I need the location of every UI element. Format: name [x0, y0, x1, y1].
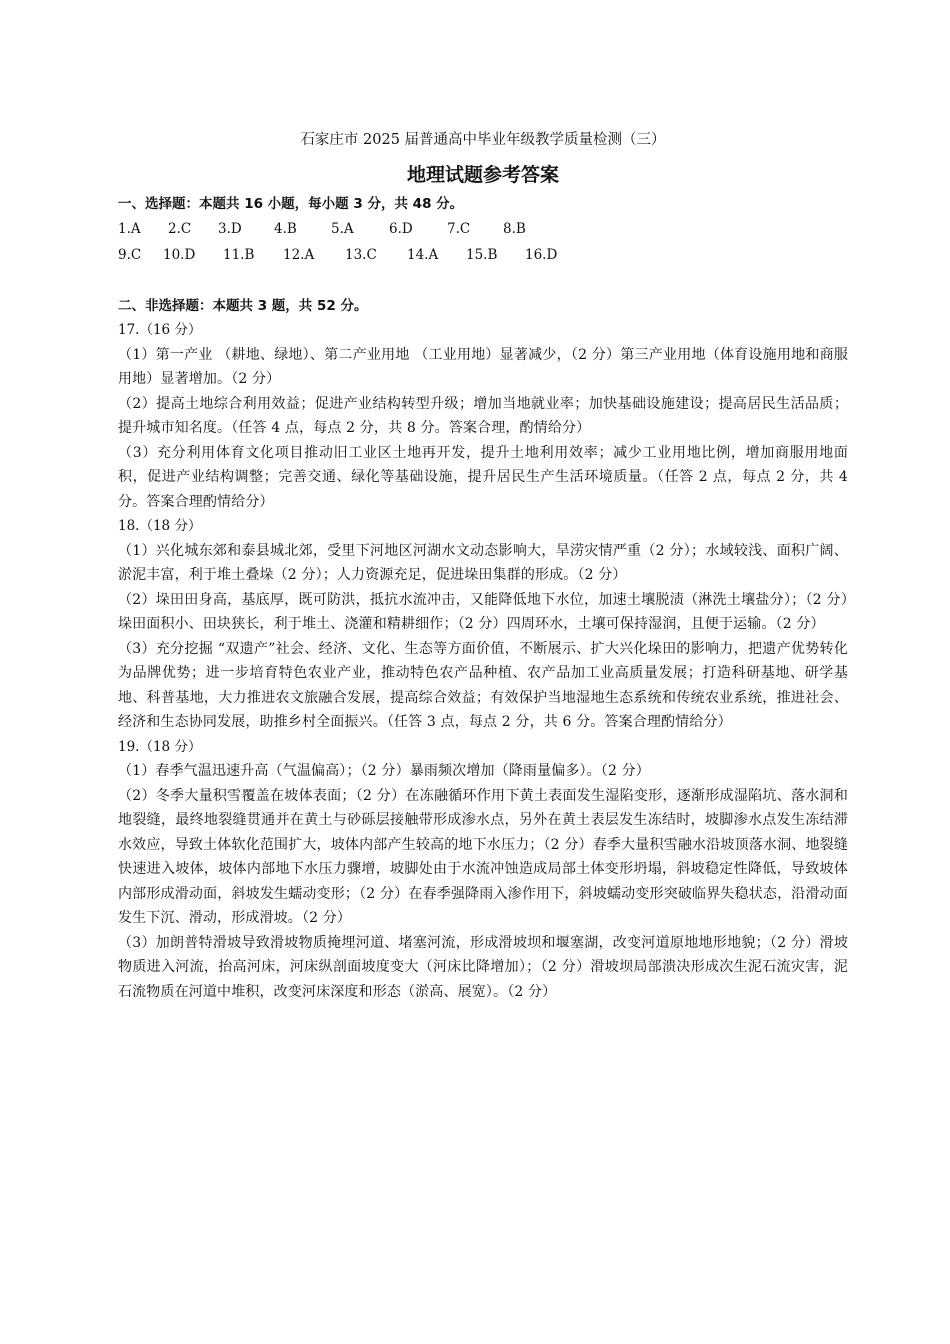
section-1-heading: 一、选择题：本题共 16 小题，每小题 3 分，共 48 分。 — [118, 196, 464, 212]
answer-item: 8.B — [503, 221, 526, 237]
answer-sheet — [118, 126, 848, 1004]
q19-answer-1: （1）春季气温迅速升高（气温偏高）；（2 分）暴雨频次增加（降雨量偏多）。（2 分） — [118, 763, 650, 779]
question-18-heading: 18.（18 分） — [118, 518, 202, 534]
answer-item: 1.A — [118, 221, 141, 237]
question-19-heading: 19.（18 分） — [118, 738, 202, 755]
answer-item: 16.D — [525, 247, 558, 263]
answer-item: 12.A — [283, 247, 315, 263]
answer-row-2 — [118, 242, 848, 268]
answer-item: 13.C — [345, 247, 377, 263]
q18-answer-1: （1）兴化城东郊和泰县城北郊，受里下河地区河湖水文动态影响大，旱涝灾情严重（2 分）；水域较浅、面积广阔、淤泥丰富，利于堆土叠垛（2 分）；人力资源充足，促进垛田集群的形成。（2 分） — [118, 542, 848, 583]
answer-item: 6.D — [389, 221, 413, 237]
answer-item: 2.C — [168, 221, 192, 237]
q18-answer-2: （2）垛田田身高，基底厚，既可防洪，抵抗水流冲击，又能降低地下水位，加速土壤脱渍（淋洗土壤盐分）；（2 分）垛田面积小、田块狭长，利于堆土、浇灌和精耕细作；（2 分）四周环水，土壤可保持湿润，且便于运输。（2 分） — [118, 591, 848, 632]
q17-answer-1: （1）第一产业 （耕地、绿地）、第二产业用地 （工业用地）显著减少，（2 分）第三产业用地（体育设施用地和商服用地）显著增加。（2 分） — [118, 346, 848, 387]
answer-item: 15.B — [466, 247, 498, 263]
answer-item: 4.B — [274, 221, 297, 237]
section-2-heading: 二、非选择题：本题共 3 题，共 52 分。 — [118, 298, 368, 314]
answer-item: 7.C — [447, 221, 471, 237]
answer-item: 9.C — [118, 247, 142, 263]
answer-item: 10.D — [163, 247, 196, 263]
answer-item: 3.D — [218, 221, 242, 237]
q17-answer-3: （3）充分利用体育文化项目推动旧工业区土地再开发，提升土地利用效率；减少工业用地比例，增加商服用地面积，促进产业结构调整；完善交通、绿化等基础设施，提升居民生产生活环境质量。（任答 2 点，每点 2 分，共 4 分。答案合理酌情给分） — [118, 444, 848, 510]
answer-row-1 — [118, 216, 848, 242]
q19-answer-2: （2）冬季大量积雪覆盖在坡体表面；（2 分）在冻融循环作用下黄土表面发生湿陷变形，逐渐形成湿陷坑、落水洞和地裂缝，最终地裂缝贯通并在黄土与砂砾层接触带形成渗水点，另外在黄土表层发生冻结时，坡脚渗水点发生冻结滞水效应，导致土体软化范围扩大，坡体内部产生较高的地下水压力；（2 分）春季大量积雪融水沿坡顶落水洞、地裂缝快速进入坡体，坡体内部地下水压力骤增，坡脚处由于水流冲蚀造成局部土体变形坍塌，斜坡稳定性降低，导致坡体内部形成滑动面，斜坡发生蠕动变形；（2 分）在春季强降雨入渗作用下，斜坡蠕动变形突破临界失稳状态，沿滑动面发生下沉、滑动，形成滑坡。（2 分） — [118, 787, 848, 926]
q17-answer-2: （2）提高土地综合利用效益；促进产业结构转型升级；增加当地就业率；加快基础设施建设；提高居民生活品质；提升城市知名度。（任答 4 点，每点 2 分，共 8 分。答案合理，酌情给分） — [118, 395, 848, 436]
q19-answer-3: （3）加朗普特滑坡导致滑坡物质掩埋河道、堵塞河流，形成滑坡坝和堰塞湖，改变河道原地地形地貌；（2 分）滑坡物质进入河流，抬高河床，河床纵剖面坡度变大（河床比降增加）；（2 分）滑坡坝局部溃决形成次生泥石流灾害，泥石流物质在河道中堆积，改变河床深度和形态（淤高、展宽）。（2 分） — [118, 934, 848, 1000]
q18-answer-3: （3）充分挖掘 “双遗产”社会、经济、文化、生态等方面价值，不断展示、扩大兴化垛田的影响力，把遗产优势转化为品牌优势；进一步培育特色农业产业，推动特色农产品种植、农产品加工业高质量发展；打造科研基地、研学基地、科普基地，大力推进农文旅融合发展，提高综合效益；有效保护当地湿地生态系统和传统农业系统，推进社会、经济和生态协同发展，助推乡村全面振兴。（任答 3 点，每点 2 分，共 6 分。答案合理酌情给分） — [118, 640, 848, 730]
answer-item: 14.A — [407, 247, 439, 263]
answer-item: 11.B — [223, 247, 255, 263]
answer-item: 5.A — [331, 221, 354, 237]
page-title: 地理试题参考答案 — [406, 164, 559, 186]
exam-subtitle: 石家庄市 2025 届普通高中毕业年级教学质量检测（三） — [300, 132, 666, 148]
question-17-heading: 17.（16 分） — [118, 322, 202, 338]
